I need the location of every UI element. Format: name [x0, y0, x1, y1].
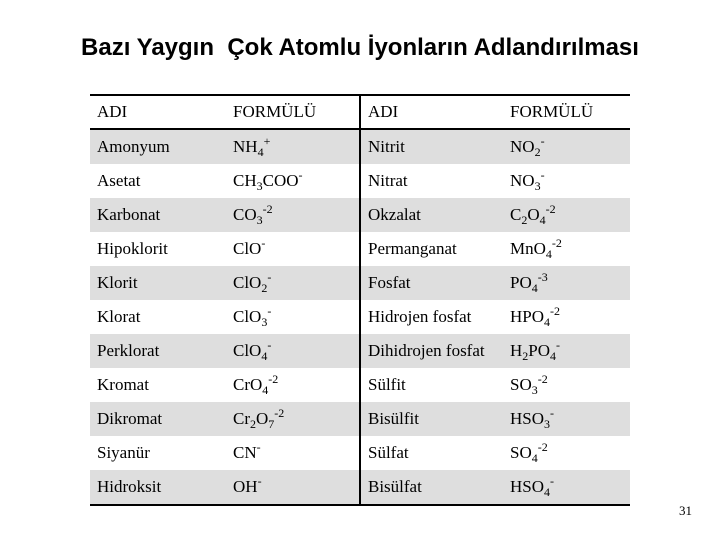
formula-charge: -2	[537, 440, 548, 454]
ion-name-cell: Siyanür	[97, 443, 150, 462]
ion-formula-cell	[226, 368, 360, 402]
table-row	[90, 436, 630, 470]
table-row	[90, 232, 630, 266]
ion-name-cell: Amonyum	[97, 137, 170, 156]
formula-charge: -	[256, 440, 261, 454]
ion-name-cell: Nitrit	[368, 137, 405, 156]
formula-text: MnO	[510, 239, 546, 258]
formula-subscript: 4	[257, 145, 264, 159]
header-formula-2: FORMÜLÜ	[510, 102, 594, 121]
ion-formula-cell	[503, 368, 630, 402]
formula-text: HSO	[510, 477, 545, 496]
formula-text: CN	[233, 443, 257, 462]
ion-name-cell: Permanganat	[368, 239, 457, 258]
formula-text: SO	[510, 375, 532, 394]
formula-charge: -2	[545, 202, 556, 216]
ion-formula-cell	[226, 266, 360, 300]
ion-formula-cell	[226, 334, 360, 368]
formula-subscript: 4	[539, 213, 546, 227]
ion-name-cell: Dihidrojen fosfat	[368, 341, 485, 360]
ion-formula-cell	[226, 129, 360, 164]
ion-name-cell: Hidroksit	[97, 477, 162, 496]
formula-text: ClO	[233, 341, 262, 360]
formula-text: O	[256, 409, 269, 428]
ion-name-cell: Klorit	[97, 273, 138, 292]
formula-charge: -2	[262, 202, 273, 216]
page-number: 31	[679, 503, 692, 518]
ion-formula-cell	[226, 164, 360, 198]
formula-charge: -	[267, 304, 272, 318]
formula-charge: -2	[550, 304, 561, 318]
ion-formula-cell	[503, 334, 630, 368]
formula-subscript: 3	[256, 213, 263, 227]
page-title: Bazı Yaygın Çok Atomlu İyonların Adlandırılması	[81, 34, 639, 61]
formula-charge: -	[261, 236, 266, 250]
formula-text: CH	[233, 171, 257, 190]
ion-name-cell: Hipoklorit	[97, 239, 168, 258]
ion-table	[90, 94, 630, 506]
formula-charge: -	[267, 270, 272, 284]
header-name-2: ADI	[368, 102, 399, 121]
formula-text: ClO	[233, 273, 262, 292]
formula-subscript: 2	[521, 213, 528, 227]
formula-subscript: 2	[261, 281, 268, 295]
formula-text: C	[510, 205, 522, 224]
formula-charge: -2	[274, 406, 285, 420]
table-row	[90, 300, 630, 334]
table-row	[90, 402, 630, 436]
ion-formula-cell	[503, 266, 630, 300]
formula-text: CO	[233, 205, 257, 224]
formula-subscript: 4	[550, 349, 557, 363]
ion-name-cell: Sülfat	[368, 443, 409, 462]
header-name-1: ADI	[97, 102, 128, 121]
formula-text: HSO	[510, 409, 545, 428]
formula-subscript: 2	[522, 349, 529, 363]
formula-subscript: 4	[531, 451, 538, 465]
table-row	[90, 334, 630, 368]
formula-subscript: 4	[261, 349, 268, 363]
formula-text: Cr	[233, 409, 250, 428]
formula-charge: -	[257, 474, 262, 488]
formula-charge: +	[263, 134, 271, 148]
formula-subscript: 3	[261, 315, 268, 329]
formula-text: H	[510, 341, 523, 360]
formula-subscript: 4	[544, 315, 551, 329]
formula-text: PO	[528, 341, 551, 360]
ion-name-cell: Asetat	[97, 171, 141, 190]
ion-formula-cell	[226, 232, 360, 266]
ion-formula-cell	[503, 232, 630, 266]
formula-subscript: 3	[544, 417, 551, 431]
formula-subscript: 4	[545, 247, 552, 261]
formula-subscript: 2	[534, 145, 541, 159]
formula-charge: -	[550, 406, 555, 420]
ion-formula-cell	[503, 436, 630, 470]
formula-subscript: 4	[544, 485, 551, 499]
ion-formula-cell	[226, 470, 360, 505]
ion-name-cell: Bisülfat	[368, 477, 422, 496]
table-row	[90, 470, 630, 505]
ion-formula-cell	[503, 402, 630, 436]
table-row	[90, 368, 630, 402]
formula-text: O	[527, 205, 540, 224]
table-row	[90, 198, 630, 232]
formula-text: NO	[510, 137, 535, 156]
ion-name-cell: Dikromat	[97, 409, 163, 428]
ion-name-cell: Nitrat	[368, 171, 408, 190]
formula-text: COO	[262, 171, 299, 190]
ion-formula-cell	[226, 198, 360, 232]
table-header-row	[90, 95, 630, 129]
ion-name-cell: Perklorat	[97, 341, 160, 360]
header-formula-1: FORMÜLÜ	[226, 95, 360, 129]
table-row	[90, 164, 630, 198]
formula-subscript: 4	[531, 281, 538, 295]
ion-formula-cell	[226, 300, 360, 334]
formula-text: NO	[510, 171, 535, 190]
formula-charge: -2	[551, 236, 562, 250]
ion-name-cell: Fosfat	[368, 273, 411, 292]
ion-name-cell: Klorat	[97, 307, 141, 326]
table-row	[90, 129, 630, 164]
ion-name-cell: Hidrojen fosfat	[368, 307, 472, 326]
formula-charge: -	[540, 168, 545, 182]
formula-subscript: 3	[531, 383, 538, 397]
formula-charge: -	[298, 168, 303, 182]
ion-name-cell: Kromat	[97, 375, 149, 394]
formula-subscript: 3	[534, 179, 541, 193]
formula-subscript: 2	[250, 417, 256, 431]
formula-text: HPO	[510, 307, 545, 326]
formula-text: NH	[233, 137, 258, 156]
ion-formula-cell	[503, 470, 630, 505]
table-row	[90, 266, 630, 300]
table-body	[90, 129, 630, 505]
formula-text: SO	[510, 443, 532, 462]
formula-text: OH	[233, 477, 258, 496]
formula-charge: -3	[537, 270, 548, 284]
ion-name-cell: Karbonat	[97, 205, 161, 224]
ion-formula-cell	[226, 436, 360, 470]
formula-subscript: 7	[268, 417, 275, 431]
ion-formula-cell	[503, 164, 630, 198]
formula-text: CrO	[233, 375, 263, 394]
ion-formula-cell	[503, 198, 630, 232]
formula-charge: -	[550, 474, 555, 488]
ion-formula-cell	[226, 402, 360, 436]
ion-name-cell: Bisülfit	[368, 409, 420, 428]
formula-charge: -2	[268, 372, 279, 386]
ion-formula-cell	[503, 300, 630, 334]
formula-charge: -	[540, 134, 545, 148]
formula-text: ClO	[233, 307, 262, 326]
formula-charge: -2	[537, 372, 548, 386]
formula-subscript: 4	[262, 383, 269, 397]
formula-subscript: 3	[256, 179, 263, 193]
ion-name-cell: Sülfit	[368, 375, 406, 394]
ion-formula-cell	[503, 129, 630, 164]
formula-charge: -	[267, 338, 272, 352]
ion-name-cell: Okzalat	[368, 205, 421, 224]
formula-text: PO	[510, 273, 532, 292]
formula-charge: -	[556, 338, 561, 352]
formula-text: ClO	[233, 239, 262, 258]
